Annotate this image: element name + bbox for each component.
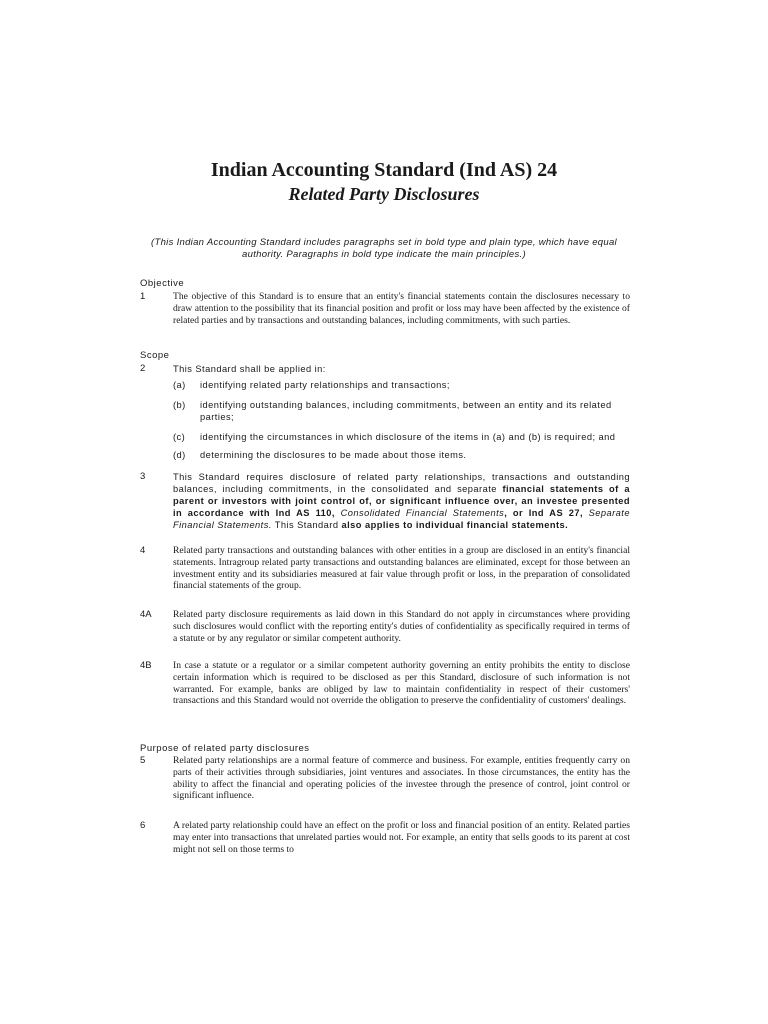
paragraph-number: 1 <box>140 291 146 302</box>
paragraph-4 <box>140 545 630 592</box>
section-heading-objective: Objective <box>140 278 185 289</box>
list-item-label: (a) <box>173 380 186 390</box>
text-run-bold: financial statements of a parent or investors with joint control of, or significant influence over, an investee presented in accordance with Ind AS 110, <box>173 484 630 518</box>
text-run: This Standard <box>274 520 339 530</box>
list-item <box>173 431 630 443</box>
paragraph-number: 4 <box>140 545 146 556</box>
document-title: Indian Accounting Standard (Ind AS) 24 <box>210 159 558 181</box>
paragraph-2 <box>140 363 630 461</box>
paragraph-number: 6 <box>140 820 146 831</box>
paragraph-number: 2 <box>140 363 146 374</box>
paragraph-5 <box>140 755 630 802</box>
list-item <box>173 399 630 423</box>
paragraph-text: Related party relationships are a normal feature of commerce and business. For example, entities frequently carry on parts of their activities through subsidiaries, joint ventures and associates. In those circumstances, the entity has the ability to affect the financial and operating policies of the investee through the presence of control, joint control or significant influence. <box>173 755 630 802</box>
list-item-text: identifying related party relationships and transactions; <box>200 380 450 390</box>
paragraph-number: 3 <box>140 471 146 482</box>
paragraph-number: 4A <box>140 609 152 620</box>
section-heading-scope: Scope <box>140 350 170 361</box>
text-run: This Standard requires disclosure of related party relationships, transactions and outstanding balances, including commitments, in the consolidated and separate <box>173 472 630 494</box>
paragraph-1 <box>140 291 630 326</box>
list-item-text: identifying the circumstances in which disclosure of the items in (a) and (b) is required; and <box>200 432 616 442</box>
paragraph-text: In case a statute or a regulator or a similar competent authority governing an entity prohibits the entity to disclose certain information which is required to be disclosed as per this Standard, disclosure of such information is not warranted. For example, banks are obliged by law to maintain confidentiality in respect of their customers' transactions and this Standard would not override the obligation to preserve the confidentiality of customers' dealings. <box>173 660 630 707</box>
text-run-bold: also applies to individual financial statements. <box>341 520 569 530</box>
intro-note: (This Indian Accounting Standard includes paragraphs set in bold type and plain type, which have equal authority. Paragraphs in bold type indicate the main principles.) <box>151 237 617 260</box>
paragraph-4b <box>140 660 630 707</box>
list-item <box>173 379 630 391</box>
section-heading-purpose: Purpose of related party disclosures <box>140 743 310 754</box>
text-run-italic: Separate Financial Statements. <box>173 508 630 530</box>
paragraph-text: Related party disclosure requirements as laid down in this Standard do not apply in circumstances where providing such disclosures would conflict with the reporting entity's duties of confidentiality as specifically required in terms of a statute or by any regulator or similar competent authority. <box>173 609 630 644</box>
paragraph-text: A related party relationship could have an effect on the profit or loss and financial position of an entity. Related parties may enter into transactions that unrelated parties would not. For example, an entity that sells goods to its parent at cost might not sell on those terms to <box>173 820 630 855</box>
list-item-text: identifying outstanding balances, including commitments, between an entity and its related parties; <box>200 400 612 422</box>
paragraph-6 <box>140 820 630 855</box>
paragraph-text: The objective of this Standard is to ensure that an entity's financial statements contain the disclosures necessary to draw attention to the possibility that its financial position and profit or loss may have been affected by the existence of related parties and by transactions and outstanding balances, including commitments, with such parties. <box>173 291 630 326</box>
paragraph-text: Related party transactions and outstanding balances with other entities in a group are disclosed in an entity's financial statements. Intragroup related party transactions and outstanding balances are eliminated, except for those between an investment entity and its subsidiaries measured at fair value through profit or loss, in the preparation of consolidated financial statements of the group. <box>173 545 630 592</box>
paragraph-text: This Standard shall be applied in: <box>173 364 326 374</box>
list-item-label: (b) <box>173 400 186 410</box>
list-item-label: (c) <box>173 432 186 442</box>
list-item-text: determining the disclosures to be made about those items. <box>200 450 467 460</box>
list-item-label: (d) <box>173 450 186 460</box>
text-run-bold: , or Ind AS 27, <box>504 508 583 518</box>
paragraph-number: 5 <box>140 755 146 766</box>
paragraph-text <box>173 471 630 531</box>
list-item <box>173 449 630 461</box>
text-run-italic: Consolidated Financial Statements <box>340 508 505 518</box>
document-subtitle: Related Party Disclosures <box>288 184 480 204</box>
paragraph-3 <box>140 471 630 531</box>
paragraph-4a <box>140 609 630 644</box>
paragraph-number: 4B <box>140 660 152 671</box>
